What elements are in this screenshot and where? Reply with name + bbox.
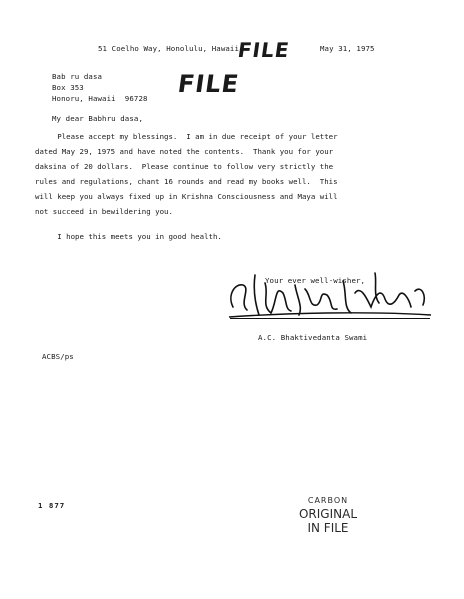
file-stamp-top: FILE bbox=[236, 38, 292, 62]
sender-address: 51 Coelho Way, Honolulu, Hawaii bbox=[98, 44, 240, 53]
recipient-city: Honoru, Hawaii 96728 bbox=[52, 94, 148, 103]
recipient-name: Bab ru dasa bbox=[52, 72, 103, 81]
carbon-stamp-line-2: ORIGINAL bbox=[298, 507, 358, 521]
closing: Your ever well-wisher, bbox=[265, 276, 366, 285]
recipient-box: Box 353 bbox=[52, 83, 84, 92]
body-line-5: will keep you always fixed up in Krishna Consciousness and Maya will bbox=[35, 192, 338, 201]
body-line-2: dated May 29, 1975 and have noted the contents. Thank you for your bbox=[35, 147, 334, 156]
body-line-6: not succeed in bewildering you. bbox=[35, 207, 173, 216]
body-line-1: Please accept my blessings. I am in due receipt of your letter bbox=[35, 132, 338, 141]
body-paragraph-2: I hope this meets you in good health. bbox=[35, 232, 222, 241]
signature-name: A.C. Bhaktivedanta Swami bbox=[258, 333, 368, 342]
carbon-stamp-line-3: IN FILE bbox=[307, 521, 349, 535]
file-code-mark: 1 877 bbox=[38, 501, 66, 510]
file-stamp-main: FILE bbox=[176, 70, 241, 98]
signature-line bbox=[230, 318, 430, 319]
body-line-3: daksina of 20 dollars. Please continue to follow very strictly the bbox=[35, 162, 334, 171]
carbon-stamp-line-1: CARBON bbox=[307, 496, 349, 505]
body-line-4: rules and regulations, chant 16 rounds and read my books well. This bbox=[35, 177, 338, 186]
salutation: My dear Babhru dasa, bbox=[52, 114, 143, 123]
letter-date: May 31, 1975 bbox=[320, 44, 375, 53]
signature-scrawl bbox=[225, 255, 435, 325]
typist-initials: ACBS/ps bbox=[42, 352, 74, 361]
